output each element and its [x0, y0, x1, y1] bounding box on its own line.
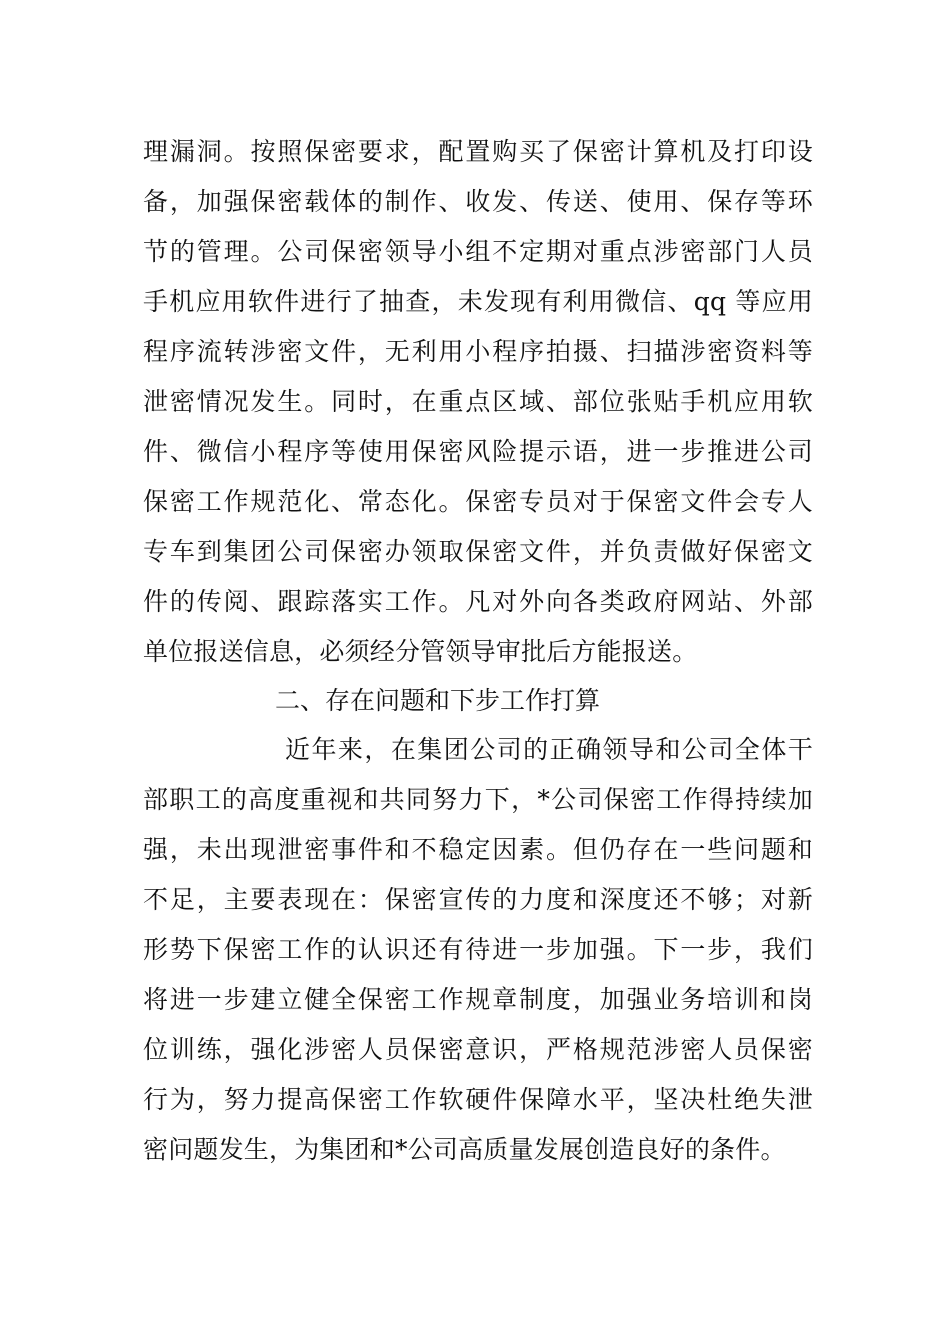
- paragraph1-line-7: 件、微信小程序等使用保密风险提示语，进一步推进公司: [143, 437, 813, 466]
- paragraph1-line-10: 件的传阅、跟踪落实工作。凡对外向各类政府网站、外部: [143, 587, 813, 616]
- paragraph1-line-4: 手机应用软件进行了抽查，未发现有利用微信、qq 等应用: [143, 287, 813, 316]
- paragraph1-line-6: 泄密情况发生。同时，在重点区域、部位张贴手机应用软: [143, 387, 813, 416]
- paragraph2-line-8: 行为，努力提高保密工作软硬件保障水平，坚决杜绝失泄: [143, 1085, 813, 1114]
- paragraph2-line-2: 部职工的高度重视和共同努力下，*公司保密工作得持续加: [143, 785, 813, 814]
- paragraph1-line-3: 节的管理。公司保密领导小组不定期对重点涉密部门人员: [143, 237, 813, 266]
- paragraph2-line-3: 强，未出现泄密事件和不稳定因素。但仍存在一些问题和: [143, 835, 813, 864]
- paragraph1-line-9: 专车到集团公司保密办领取保密文件，并负责做好保密文: [143, 537, 813, 566]
- paragraph2-line-1: 近年来，在集团公司的正确领导和公司全体干: [285, 735, 813, 764]
- paragraph1-line-5: 程序流转涉密文件，无利用小程序拍摄、扫描涉密资料等: [143, 337, 813, 366]
- paragraph2-line-6: 将进一步建立健全保密工作规章制度，加强业务培训和岗: [143, 985, 813, 1014]
- paragraph1-line-8: 保密工作规范化、常态化。保密专员对于保密文件会专人: [143, 487, 813, 516]
- paragraph1-line-11: 单位报送信息，必须经分管领导审批后方能报送。: [143, 637, 698, 666]
- paragraph1-line-2: 备，加强保密载体的制作、收发、传送、使用、保存等环: [143, 187, 813, 216]
- section-heading: 二、存在问题和下步工作打算: [275, 686, 601, 715]
- paragraph1-line-1: 理漏洞。按照保密要求，配置购买了保密计算机及打印设: [143, 137, 813, 166]
- paragraph2-line-9: 密问题发生，为集团和*公司高质量发展创造良好的条件。: [143, 1135, 786, 1164]
- paragraph2-line-7: 位训练，强化涉密人员保密意识，严格规范涉密人员保密: [143, 1035, 813, 1064]
- paragraph2-line-5: 形势下保密工作的认识还有待进一步加强。下一步，我们: [143, 935, 813, 964]
- paragraph2-line-4: 不足，主要表现在：保密宣传的力度和深度还不够；对新: [143, 885, 813, 914]
